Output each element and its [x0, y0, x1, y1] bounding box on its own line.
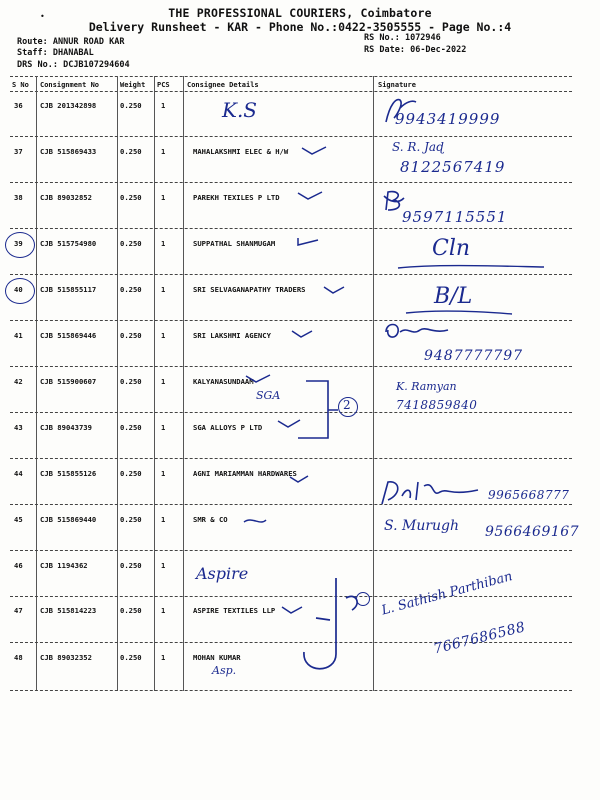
row-rule: [10, 366, 572, 367]
hw-r45-tick: [242, 516, 268, 528]
row-44-consignee: AGNI MARIAMMAN HARDWARES: [193, 469, 297, 478]
route-line: Route: ANNUR ROAD KAR: [17, 37, 125, 47]
row-48-sno: 48: [14, 653, 23, 662]
hw-r47-circle: [356, 592, 370, 606]
hw-r39-underline: [396, 262, 546, 272]
row-40-consignee: SRI SELVAGANAPATHY TRADERS: [193, 285, 306, 294]
row-rule: [10, 596, 572, 597]
col-divider: [154, 76, 155, 691]
row-38-sno: 38: [14, 193, 23, 202]
row-48-pcs: 1: [161, 653, 166, 662]
row-40-consignment: CJB 515855117: [40, 285, 97, 294]
row-42-sno: 42: [14, 377, 23, 386]
row-42-weight: 0.250: [120, 377, 142, 386]
row-44-sno: 44: [14, 469, 23, 478]
row-48-weight: 0.250: [120, 653, 142, 662]
row-46-pcs: 1: [161, 561, 166, 570]
row-37-consignee: MAHALAKSHMI ELEC & H/W: [193, 147, 289, 156]
row-41-consignment: CJB 515869446: [40, 331, 97, 340]
rs-no-line: RS No.: 1072946: [364, 33, 441, 43]
col-divider: [183, 76, 184, 691]
hw-r47-signature: [296, 574, 376, 678]
row-42-consignee: KALYANASUNDAAM: [193, 377, 254, 386]
col-header-sno: S No: [12, 81, 29, 89]
row-44-consignment: CJB 515855126: [40, 469, 97, 478]
hw-r48-note: Asp.: [212, 664, 237, 677]
row-47-consignment: CJB 515814223: [40, 606, 97, 615]
row-45-pcs: 1: [161, 515, 166, 524]
row-rule: [10, 458, 572, 459]
row-43-weight: 0.250: [120, 423, 142, 432]
company-title: THE PROFESSIONAL COURIERS, Coimbatore: [168, 6, 432, 20]
scan-speck: •: [40, 12, 45, 21]
hw-r40-tick: [322, 284, 346, 296]
hw-r37-phone: 8122567419: [400, 158, 506, 176]
row-44-pcs: 1: [161, 469, 166, 478]
row-40-weight: 0.250: [120, 285, 142, 294]
row-45-consignment: CJB 515869440: [40, 515, 97, 524]
row-43-consignment: CJB 89043739: [40, 423, 92, 432]
hw-r36-signature: [382, 94, 422, 128]
row-43-sno: 43: [14, 423, 23, 432]
row-rule: [10, 274, 572, 275]
hw-r41-tick: [290, 328, 314, 340]
col-divider: [117, 76, 118, 691]
hw-r42-name: K. Ramyan: [396, 380, 457, 393]
row-rule: [10, 136, 572, 137]
table-header-rule: [10, 91, 572, 92]
row-45-consignee: SMR & CO: [193, 515, 228, 524]
hw-r39-signature: Cln: [432, 236, 471, 261]
row-rule: [10, 320, 572, 321]
staff-value: DHANABAL: [52, 48, 94, 58]
hw-r47-name: L. Sathish Parthiban: [380, 569, 515, 619]
row-rule: [10, 228, 572, 229]
row-41-pcs: 1: [161, 331, 166, 340]
row-39-weight: 0.250: [120, 239, 142, 248]
row-46-consignment: CJB 1194362: [40, 561, 88, 570]
row-46-sno: 46: [14, 561, 23, 570]
row-38-pcs: 1: [161, 193, 166, 202]
hw-r37-name: S. R. Jaɖ: [392, 140, 444, 154]
hw-r44-tick: [288, 474, 310, 486]
col-header-consignment: Consignment No: [40, 81, 100, 89]
row-37-weight: 0.250: [120, 147, 142, 156]
col-header-pcs: PCS: [157, 81, 170, 89]
row-38-consignment: CJB 89032852: [40, 193, 92, 202]
hw-r45-name: S. Murugh: [384, 518, 460, 534]
runsheet-subtitle: Delivery Runsheet - KAR - Phone No.:0422-3505555 - Page No.:4: [88, 20, 512, 34]
hw-r40-underline: [404, 308, 514, 318]
row-39-consignment: CJB 515754980: [40, 239, 97, 248]
hw-r37-tick: [300, 144, 328, 158]
row-36-consignment: CJB 201342898: [40, 101, 97, 110]
row-38-consignee: PAREKH TEXILES P LTD: [193, 193, 280, 202]
hw-r43-tick: [276, 418, 302, 430]
drs-value: DCJB107294604: [63, 60, 130, 70]
route-value: ANNUR ROAD KAR: [52, 37, 125, 47]
row-36-pcs: 1: [161, 101, 166, 110]
row-40-sno: 40: [14, 285, 23, 294]
row-37-consignment: CJB 515869433: [40, 147, 97, 156]
drs-line: DRS No.: DCJB107294604: [17, 60, 130, 70]
row-39-sno: 39: [14, 239, 23, 248]
hw-r42-tick: [244, 372, 272, 386]
row-46-weight: 0.250: [120, 561, 142, 570]
hw-r46-consignee: Aspire: [196, 564, 249, 583]
row-47-pcs: 1: [161, 606, 166, 615]
row-36-sno: 36: [14, 101, 23, 110]
hw-r38-phone: 9597115551: [402, 208, 508, 226]
circle-mark-39: [5, 232, 35, 258]
hw-r47-phone: 7667686588: [432, 619, 528, 658]
col-header-consignee: Consignee Details: [187, 81, 259, 89]
hw-r36-consignee: K.S: [222, 98, 257, 122]
rs-date-line: RS Date: 06-Dec-2022: [364, 45, 467, 55]
hw-r44-signature: [378, 478, 482, 508]
row-36-weight: 0.250: [120, 101, 142, 110]
circle-mark-40: [5, 278, 35, 304]
row-rule: [10, 182, 572, 183]
row-48-consignee: MOHAN KUMAR: [193, 653, 241, 662]
row-47-sno: 47: [14, 606, 23, 615]
row-rule: [10, 504, 572, 505]
row-45-sno: 45: [14, 515, 23, 524]
row-45-weight: 0.250: [120, 515, 142, 524]
staff-line: Staff: DHANABAL: [17, 48, 94, 58]
rs-date-value: 06-Dec-2022: [410, 45, 467, 55]
hw-r42-phone: 7418859840: [396, 398, 478, 412]
table-bottom-rule: [10, 690, 572, 691]
hw-r38-tick: [296, 190, 324, 202]
row-40-pcs: 1: [161, 285, 166, 294]
table-top-rule: [10, 76, 572, 77]
col-divider: [36, 76, 37, 691]
row-43-consignee: SGA ALLOYS P LTD: [193, 423, 263, 432]
row-41-consignee: SRI LAKSHMI AGENCY: [193, 331, 271, 340]
row-43-pcs: 1: [161, 423, 166, 432]
row-42-pcs: 1: [161, 377, 166, 386]
col-header-signature: Signature: [378, 81, 416, 89]
row-rule: [10, 550, 572, 551]
row-38-weight: 0.250: [120, 193, 142, 202]
hw-r41-phone: 9487777797: [424, 348, 524, 364]
col-header-weight: Weight: [120, 81, 146, 89]
row-37-sno: 37: [14, 147, 23, 156]
row-44-weight: 0.250: [120, 469, 142, 478]
row-39-pcs: 1: [161, 239, 166, 248]
row-37-pcs: 1: [161, 147, 166, 156]
hw-r40-signature: B/L: [434, 284, 473, 309]
row-39-consignee: SUPPATHAL SHANMUGAM: [193, 239, 276, 248]
row-47-consignee: ASPIRE TEXTILES LLP: [193, 606, 276, 615]
row-42-consignment: CJB 515900607: [40, 377, 97, 386]
hw-bracket-number: 2: [343, 398, 351, 412]
row-41-sno: 41: [14, 331, 23, 340]
row-41-weight: 0.250: [120, 331, 142, 340]
rs-no-value: 1072946: [404, 33, 441, 43]
hw-r45-phone: 9566469167: [485, 524, 580, 540]
hw-r47-tick: [280, 604, 304, 616]
hw-r44-phone: 9965668777: [488, 488, 570, 502]
hw-r36-phone: 9943419999: [395, 110, 501, 128]
hw-r42-note: SGA: [256, 389, 281, 402]
row-48-consignment: CJB 89032352: [40, 653, 92, 662]
hw-r39-tick: [296, 236, 320, 248]
hw-r41-signature: [382, 318, 452, 344]
row-47-weight: 0.250: [120, 606, 142, 615]
